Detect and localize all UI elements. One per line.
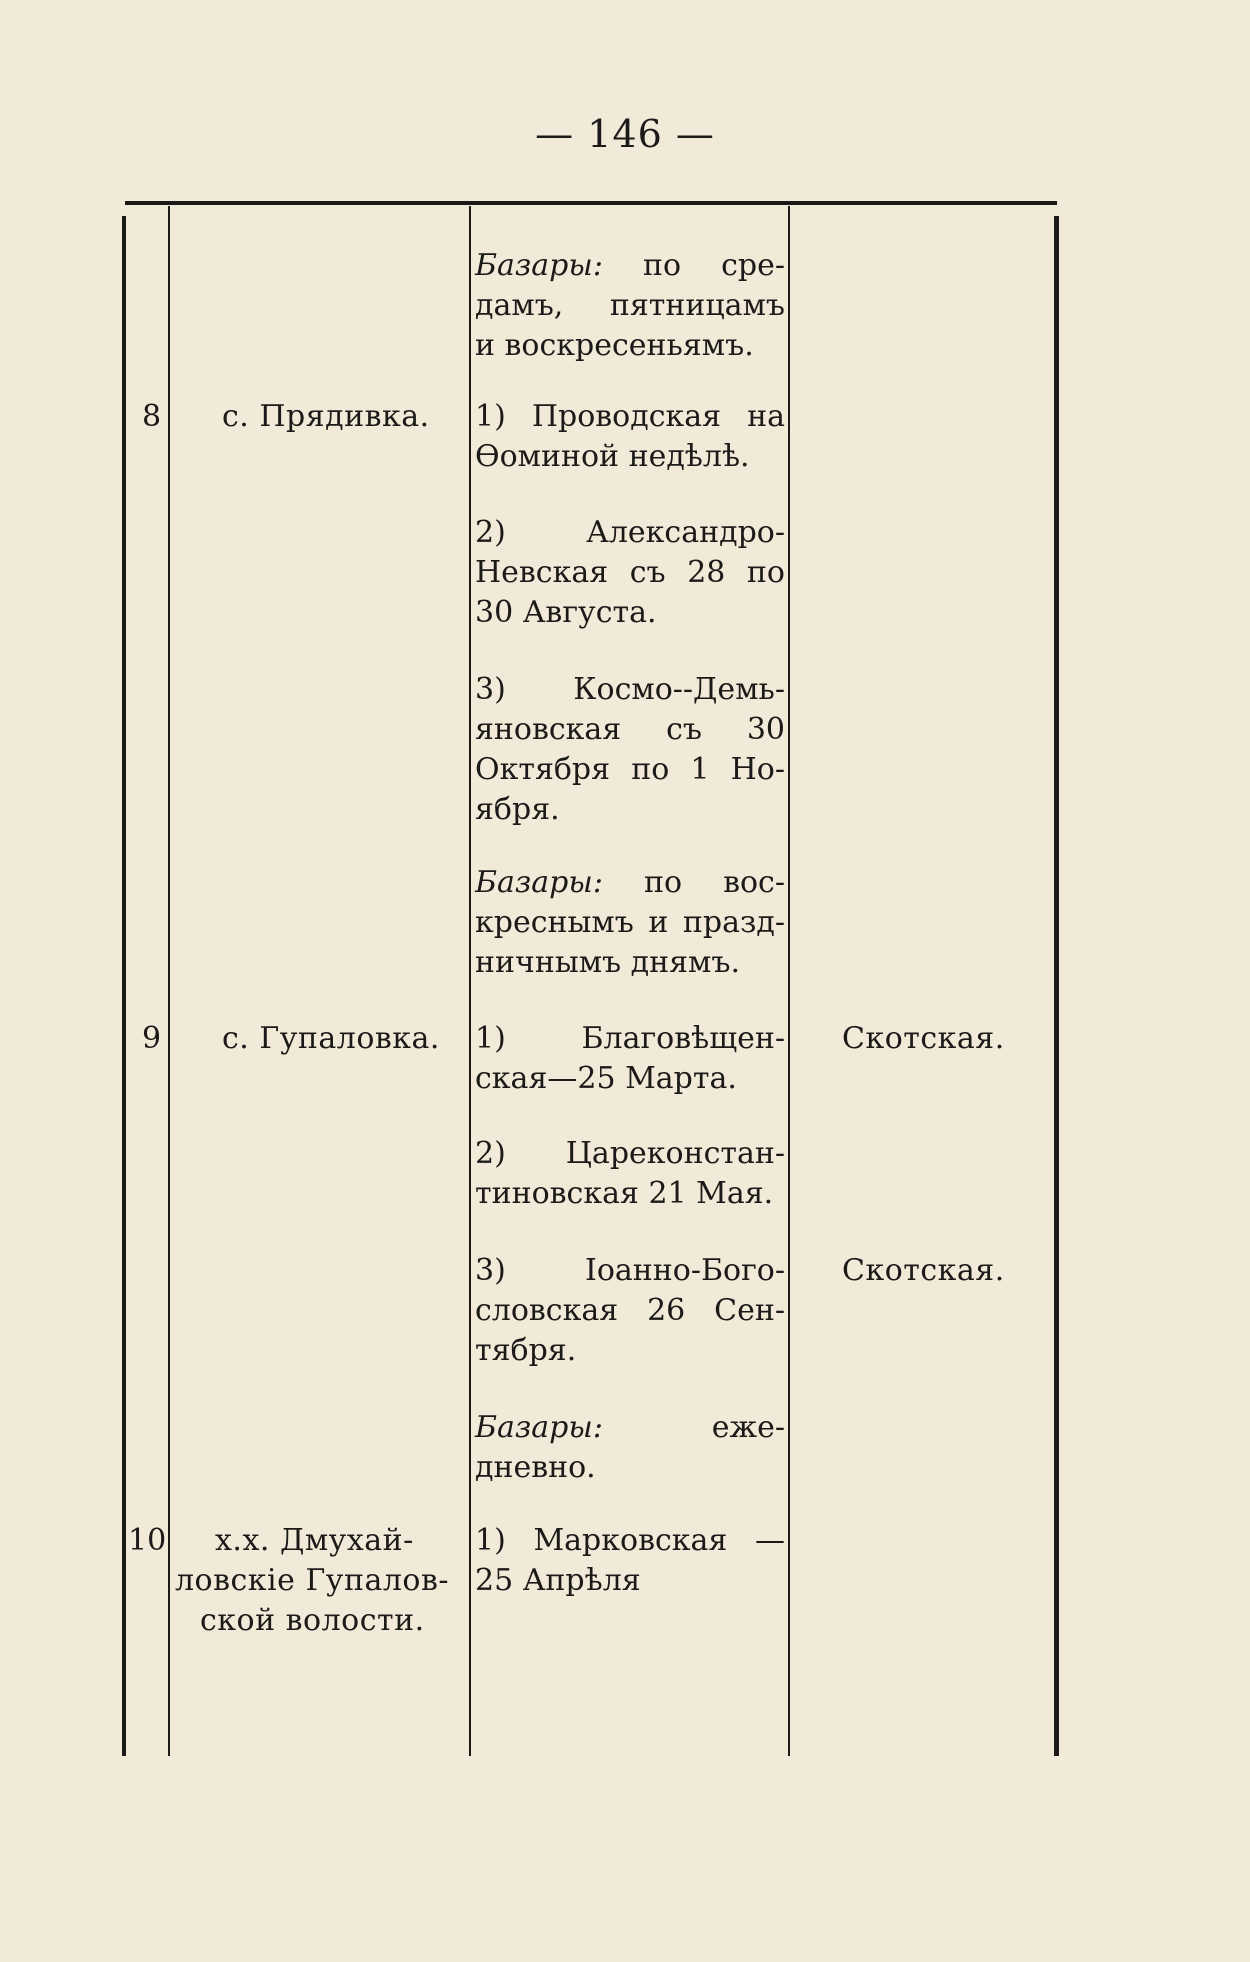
place-name: х.х. Дмухай- xyxy=(215,1523,414,1558)
column-divider-number xyxy=(168,206,170,1756)
fair-entry: 1) Благовѣщен- ская—25 Марта. xyxy=(475,1021,785,1096)
fair-entry: Базары: по вос- креснымъ и празд- ничнымъ днямъ. xyxy=(475,865,785,980)
fair-entry: 1) Марковская — 25 Апрѣля xyxy=(475,1523,785,1598)
place-name: ловскіе Гупалов- xyxy=(175,1563,449,1598)
bazaar-label: Базары: xyxy=(475,248,603,283)
place-name: ской волости. xyxy=(200,1603,425,1638)
fair-entry: Базары: по сре- дамъ, пятницамъ и воскресеньямъ. xyxy=(475,248,785,363)
row-number: 9 xyxy=(142,1021,162,1056)
bazaar-label: Базары: xyxy=(475,865,603,900)
fair-entry: Базары: еже- дневно. xyxy=(475,1410,785,1485)
top-rule xyxy=(125,201,1057,205)
row-number: 8 xyxy=(142,399,162,434)
fair-kind: Скотская. xyxy=(842,1253,1005,1288)
bazaar-label: Базары: xyxy=(475,1410,603,1445)
fair-kind: Скотская. xyxy=(842,1021,1005,1056)
fair-entry: 3) Космо--Демь- яновская съ 30 Октября по 1 Но- ября. xyxy=(475,672,785,827)
row-number: 10 xyxy=(128,1523,167,1558)
place-name: с. Прядивка. xyxy=(222,399,430,434)
column-divider-kind xyxy=(788,206,790,1756)
page-number: — 146 — xyxy=(535,112,715,156)
fair-entry: 1) Проводская на Ѳоминой недѣлѣ. xyxy=(475,399,785,474)
place-name: с. Гупаловка. xyxy=(222,1021,440,1056)
table-border-left xyxy=(122,216,126,1756)
fair-entry: 2) Александро- Невская съ 28 по 30 Августа. xyxy=(475,515,785,630)
table-border-right xyxy=(1054,216,1059,1756)
fair-entry: 3) Іоанно-Бого- словская 26 Сен- тября. xyxy=(475,1253,785,1368)
fair-entry: 2) Цареконстан- тиновская 21 Мая. xyxy=(475,1136,785,1211)
column-divider-fair xyxy=(469,206,471,1756)
